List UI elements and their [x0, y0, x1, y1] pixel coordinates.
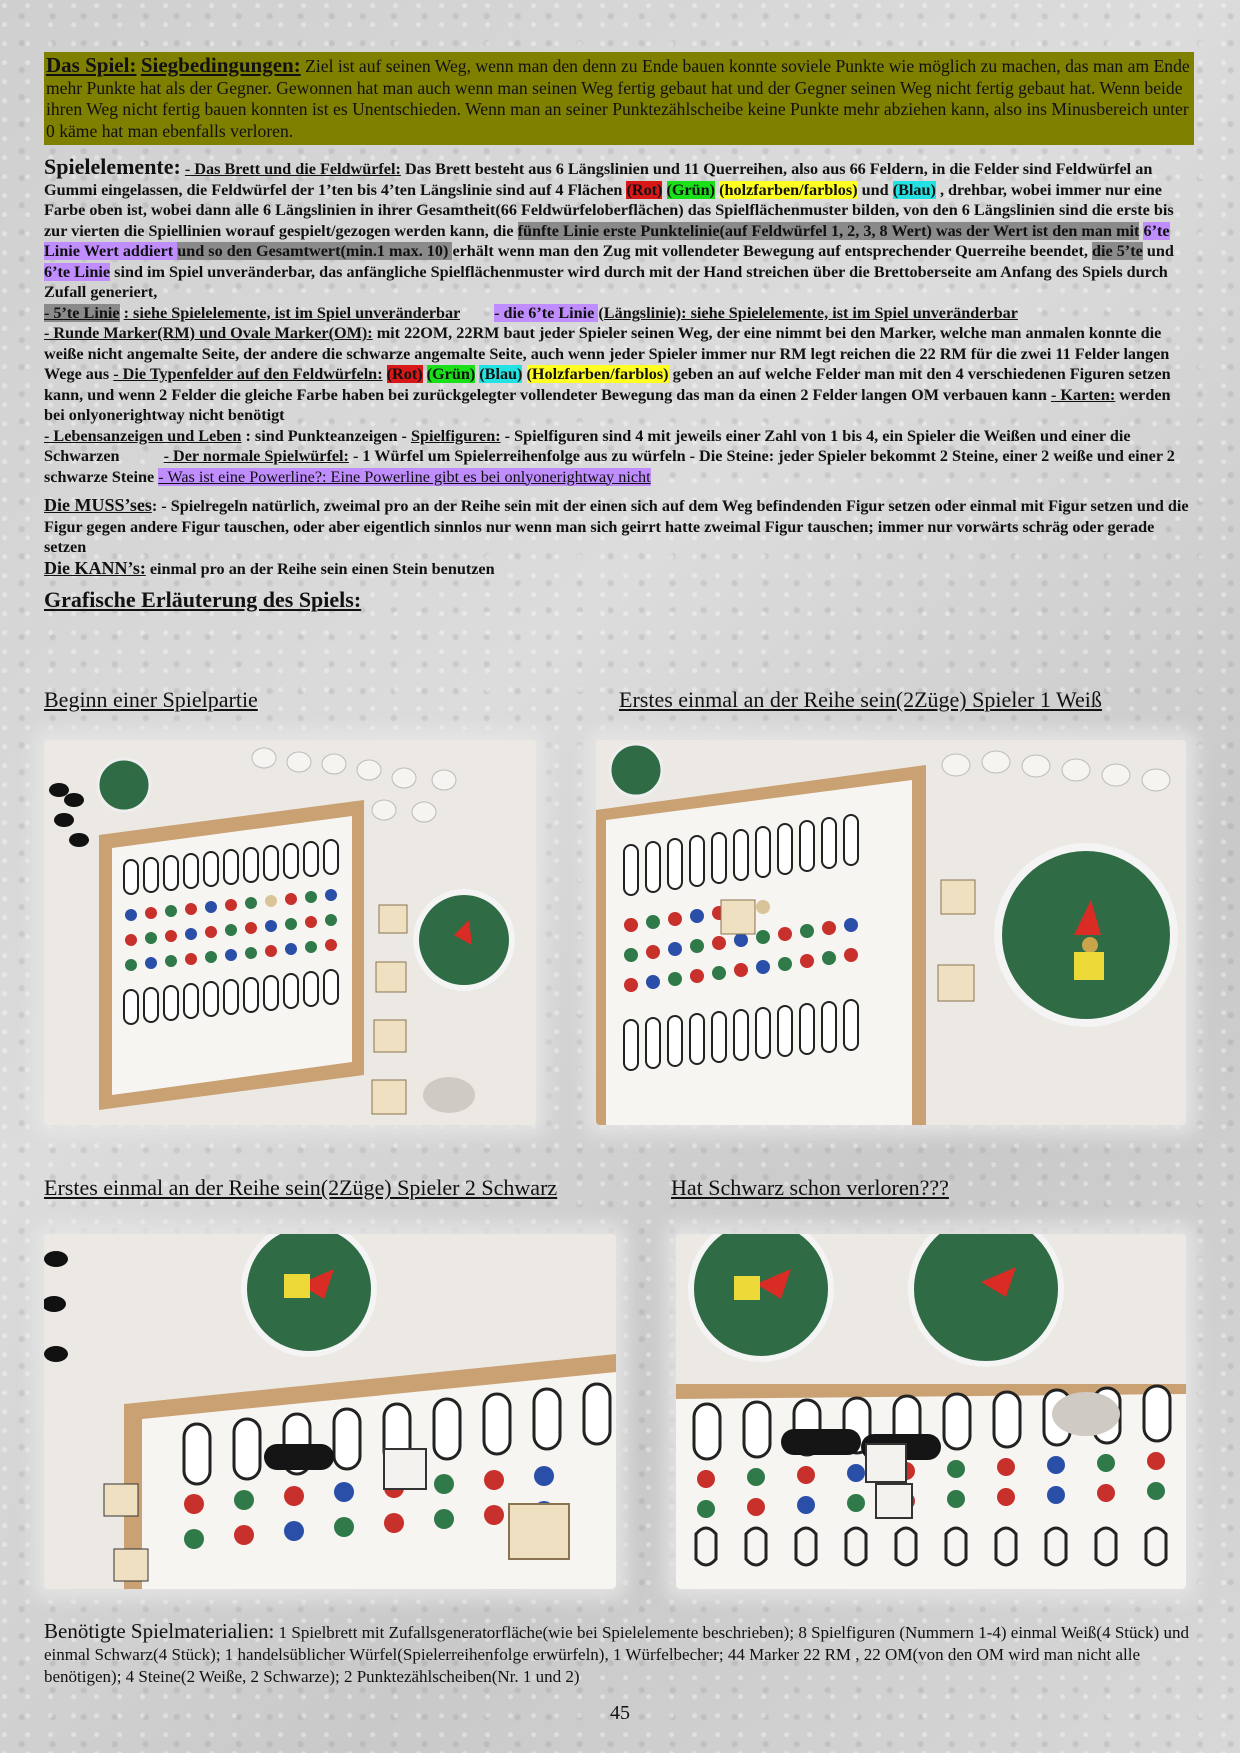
heading-graphics: Grafische Erläuterung des Spiels:: [44, 587, 362, 612]
elements-text: - Der normale Spielwürfel:: [163, 447, 349, 465]
elements-text: - Karten:: [1050, 385, 1116, 404]
highlight-gray: - 5’te Linie: [44, 303, 120, 322]
highlight-violet: - die 6’te Linie: [494, 303, 599, 322]
elements-text: , drehbar, wobei immer nur eine Farbe oben ist, wobei dann alle 6 Längslinien in ihrer Gesamtheit(66 Feldwürfeloberflächen) das Spielflächenmuster bilden, von den 6 Längslinien sind die erste bis zur vierten die Spiellinien worauf gespielt/gezogen werden kann, die: [44, 180, 1174, 240]
photo-game-start: [44, 740, 536, 1125]
page-content: [44, 52, 1194, 613]
elements-text: - Runde Marker(RM) und Ovale Marker(OM):: [44, 324, 373, 342]
highlight-violet: 6’te Linie: [44, 262, 111, 281]
elements-text: - 1 Würfel um Spielerreihenfolge aus zu würfeln - Die Steine: jeder Spieler bekommt 2 Steine, einer 2 weiße und einer 2 schwarze Steine: [44, 447, 1175, 486]
highlight-yellow: (holzfarben/farblos): [719, 180, 858, 199]
caption-4: Hat Schwarz schon verloren???: [671, 1175, 949, 1200]
elements-text: und: [861, 180, 893, 199]
heading-kanns: Die KANN’s:: [44, 557, 146, 578]
highlight-cyan: (Blau): [479, 365, 523, 383]
elements-text: : siehe Spielelemente, ist im Spiel unveränderbar: [123, 303, 461, 322]
photo-has-black-lost: [676, 1234, 1186, 1589]
win-conditions-block: [44, 52, 1194, 145]
elements-text: sind im Spiel unveränderbar, das anfängliche Spielflächenmuster wird durch mit der Hand streichen über die Brettoberseite am Anfang des Spiels durch Zufall generiert,: [44, 262, 1168, 301]
kanns-text: einmal pro an der Reihe sein einen Stein benutzen: [145, 559, 495, 578]
elements-text: : sind Punkteanzeigen -: [245, 426, 411, 445]
highlight-violet: - Was ist eine Powerline?: Eine Powerline gibt es bei onlyonerightway nicht: [158, 467, 651, 486]
highlight-gray: die 5’te: [1091, 242, 1143, 260]
heading-siegbedingungen: Siegbedingungen:: [140, 53, 301, 77]
highlight-green: (Grün): [426, 365, 476, 383]
elements-text: Das Brett besteht aus 6 Längslinien und 11 Querreihen, also aus 66 Feldern, in die Felder sind Feldwürfel an Gummi eingelassen, die Feldwürfel der 1’ten bis 4’ten Längslinie sind auf 4 Flächen: [44, 160, 1153, 199]
elements-text: mit 22OM, 22RM baut jeder Spieler seinen Weg, der eine nimmt bei den Marker, welche man anmalen konnte die weiße nicht angemalte Seite, der andere die schwarze angemalte Seite, auch wenn jeder Spieler immer nur RM legt reichen die 22 RM für die zwei 11 Felder langen Wege aus: [44, 324, 1170, 383]
musses-text: : - Spielregeln natürlich, zweimal pro an der Reihe sein mit der einen sich auf dem Weg befindenden Figur setzen oder einmal mit Figur setzen und die Figur gegen andere Figur tauschen, oder aber eigentlich sinnlos nur wenn man sich geirrt hatte zweimal Figur tauschen; immer nur vorwärts schräg oder gerade setzen: [44, 497, 1189, 556]
materials-text: 1 Spielbrett mit Zufallsgeneratorfläche(wie bei Spielelemente beschrieben); 8 Spielfiguren (Nummern 1-4) einmal Weiß(4 Stück) und einmal Schwarz(4 Stück); 1 handelsüblicher Würfel(Spielerreihenfolge erwürfeln), 1 Würfelbecher; 44 Marker 22 RM , 22 OM(von den OM wird man nicht alle benötigen); 4 Steine(2 Weiße, 2 Schwarze); 2 Punktezählscheiben(Nr. 1 und 2): [44, 1623, 1189, 1686]
elements-text: - Spielfiguren sind 4 mit jeweils einer Zahl von 1 bis 4, ein Spieler die Weißen und einer die Schwarzen: [44, 426, 1131, 465]
game-elements-block: [44, 154, 1194, 487]
elements-text: werden bei onlyonerightway nicht benötigt: [44, 385, 1171, 424]
elements-text: erhält wenn man den Zug mit vollendeter Bewegung auf entsprechender Querreihe beendet,: [452, 242, 1092, 260]
materials-block: [44, 1620, 1194, 1688]
elements-text: Spielfiguren:: [410, 426, 501, 445]
caption-1: Beginn einer Spielpartie: [44, 687, 258, 712]
highlight-gray: fünfte Linie erste Punktelinie(auf Feldwürfel 1, 2, 3, 8 Wert) was der Wert ist den man mit: [517, 221, 1140, 240]
heading-spielelemente: Spielelemente:: [44, 154, 181, 179]
heading-das-spiel: Das Spiel:: [46, 53, 137, 77]
highlight-yellow: (Holzfarben/farblos): [526, 365, 669, 383]
photo-first-turn-black: [44, 1234, 616, 1589]
highlight-green: (Grün): [666, 180, 716, 199]
highlight-gray: und so den Gesamtwert(min.1 max. 10): [177, 242, 453, 260]
elements-text: und: [1146, 242, 1174, 260]
elements-text: - Das Brett und die Feldwürfel:: [184, 160, 401, 178]
win-conditions-text: Ziel ist auf seinen Weg, wenn man den denn zu Ende bauen konnte soviele Punkte wie möglich zu machen, das man am Ende mehr Punkte hat als der Gegner. Gewonnen hat man auch wenn man seinen Weg fertig gebaut hat und der Gegner seinen Weg nicht fertig gebaut hat. Wenn beide ihren Weg nicht fertig bauen konnten ist es Unentschieden. Wenn man an seiner Punktezählscheibe keine Punkte mehr abziehen kann, also ins Minusbereich unter 0 käme hat man ebenfalls verloren.: [46, 56, 1190, 141]
page-number: 45: [610, 1702, 630, 1724]
elements-text: geben an auf welche Felder man mit den 4 verschiedenen Figuren setzen kann, und wenn 2 Felder die gleiche Farbe haben bei zurückgelegter vollendeter Bewegung das man da einen 2 Felder langen OM verbauen kann: [44, 365, 1171, 404]
highlight-cyan: (Blau): [892, 180, 936, 199]
caption-2: Erstes einmal an der Reihe sein(2Züge) Spieler 1 Weiß: [619, 687, 1102, 712]
highlight-red: (Rot): [386, 365, 423, 383]
musses-block: [44, 495, 1194, 579]
elements-text: - Die Typenfelder auf den Feldwürfeln:: [113, 365, 383, 383]
heading-materials: Benötigte Spielmaterialien:: [44, 1619, 275, 1643]
caption-3: Erstes einmal an der Reihe sein(2Züge) Spieler 2 Schwarz: [44, 1175, 558, 1200]
elements-text: - Lebensanzeigen und Leben: [44, 426, 242, 445]
heading-musses: Die MUSS’ses: [44, 495, 152, 515]
highlight-red: (Rot): [626, 180, 663, 199]
photo-first-turn-white: [596, 740, 1186, 1125]
elements-text: (Längslinie): siehe Spielelemente, ist im Spiel unveränderbar: [598, 303, 1018, 322]
highlight-violet: 6’te Linie Wert addiert: [44, 221, 1170, 260]
